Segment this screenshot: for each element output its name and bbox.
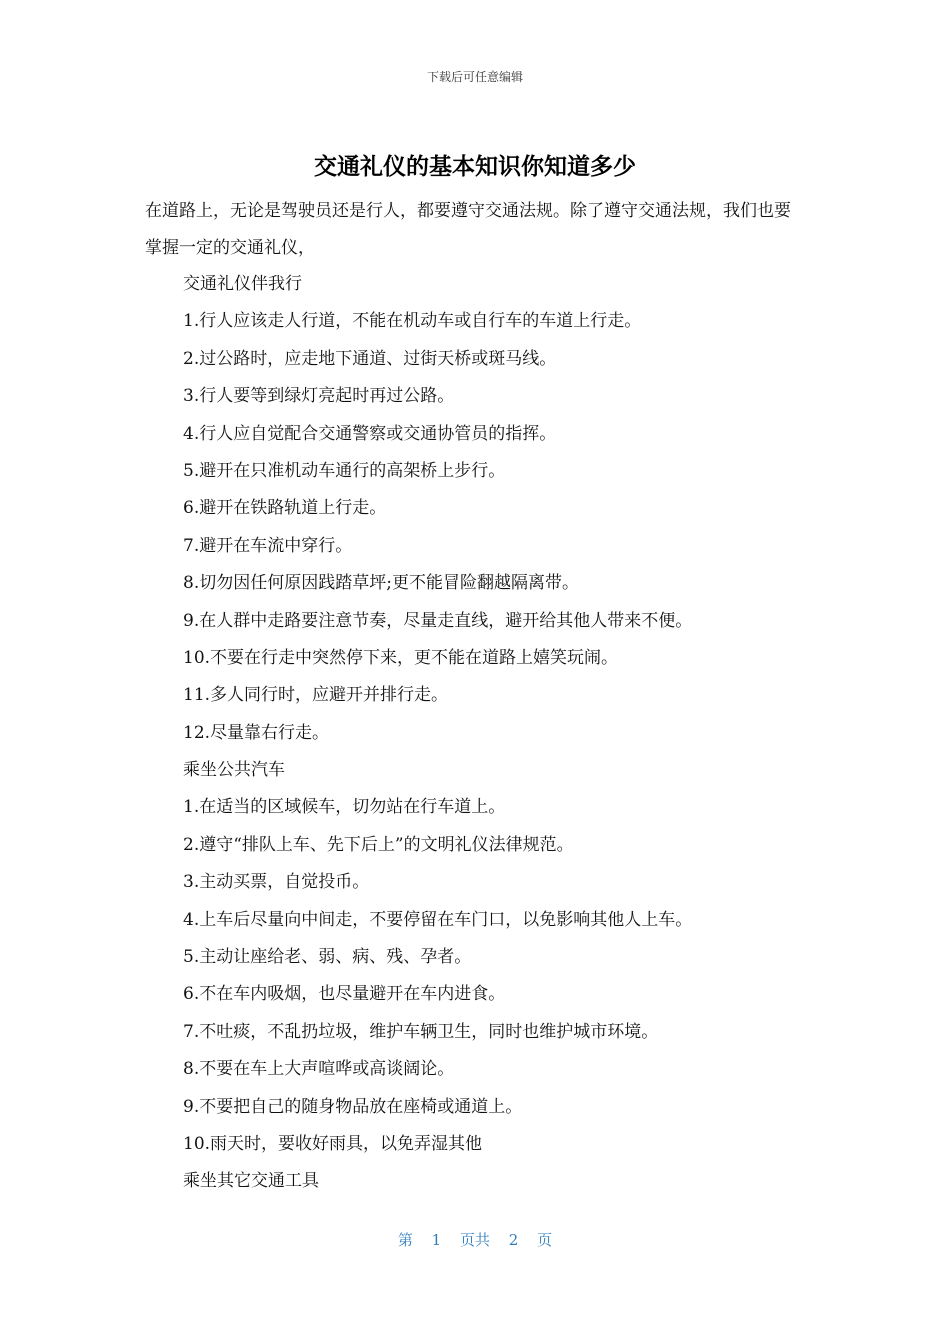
footer-word-pages: 页 — [537, 1231, 553, 1249]
list-item: 5.主动让座给老、弱、病、残、孕者。 — [183, 947, 472, 968]
list-item: 6.不在车内吸烟，也尽量避开在车内进食。 — [183, 984, 506, 1005]
list-item: 4.上车后尽量向中间走，不要停留在车门口，以免影响其他人上车。 — [183, 909, 693, 930]
footer-word-of: 页共 — [459, 1231, 490, 1249]
document-title: 交通礼仪的基本知识你知道多少 — [314, 154, 636, 180]
footer-total-pages: 2 — [508, 1231, 519, 1249]
page-header: 下载后可任意编辑 — [426, 70, 523, 84]
list-item: 10.不要在行走中突然停下来，更不能在道路上嬉笑玩闹。 — [183, 647, 619, 668]
footer-word-page: 第 — [397, 1231, 413, 1249]
list-item: 2.过公路时，应走地下通道、过街天桥或斑马线。 — [183, 348, 557, 369]
page-footer — [0, 1229, 950, 1250]
section-heading-walking: 交通礼仪伴我行 — [183, 274, 302, 294]
list-item: 9.在人群中走路要注意节奏，尽量走直线，避开给其他人带来不便。 — [183, 610, 693, 631]
list-item: 1.行人应该走人行道，不能在机动车或自行车的车道上行走。 — [183, 311, 642, 332]
list-item: 10.雨天时，要收好雨具，以免弄湿其他 — [183, 1133, 483, 1154]
list-item: 4.行人应自觉配合交通警察或交通协管员的指挥。 — [183, 423, 557, 444]
list-item: 7.不吐痰，不乱扔垃圾，维护车辆卫生，同时也维护城市环境。 — [183, 1021, 659, 1042]
footer-current-page: 1 — [431, 1231, 442, 1249]
list-item: 9.不要把自己的随身物品放在座椅或通道上。 — [183, 1096, 523, 1117]
list-item: 6.避开在铁路轨道上行走。 — [183, 498, 387, 519]
list-item: 8.切勿因任何原因践踏草坪;更不能冒险翻越隔离带。 — [183, 573, 579, 594]
section-heading-bus: 乘坐公共汽车 — [183, 760, 285, 781]
list-item: 1.在适当的区域候车，切勿站在行车道上。 — [183, 797, 506, 818]
section-heading-other-transport: 乘坐其它交通工具 — [183, 1171, 319, 1192]
list-item: 12.尽量靠右行走。 — [183, 722, 330, 743]
list-item: 7.避开在车流中穿行。 — [183, 535, 353, 556]
list-item: 3.行人要等到绿灯亮起时再过公路。 — [183, 386, 455, 407]
content-lines — [183, 266, 823, 1201]
list-item: 8.不要在车上大声喧哗或高谈阔论。 — [183, 1059, 455, 1080]
list-item: 2.遵守“排队上车、先下后上”的文明礼仪法律规范。 — [183, 834, 574, 855]
intro-paragraph: 在道路上，无论是驾驶员还是行人，都要遵守交通法规。除了遵守交通法规，我们也要掌握一定的交通礼仪， — [145, 201, 791, 258]
list-item: 3.主动买票，自觉投币。 — [183, 872, 370, 893]
list-item: 11.多人同行时，应避开并排行走。 — [183, 685, 449, 706]
list-item: 5.避开在只准机动车通行的高架桥上步行。 — [183, 460, 506, 481]
